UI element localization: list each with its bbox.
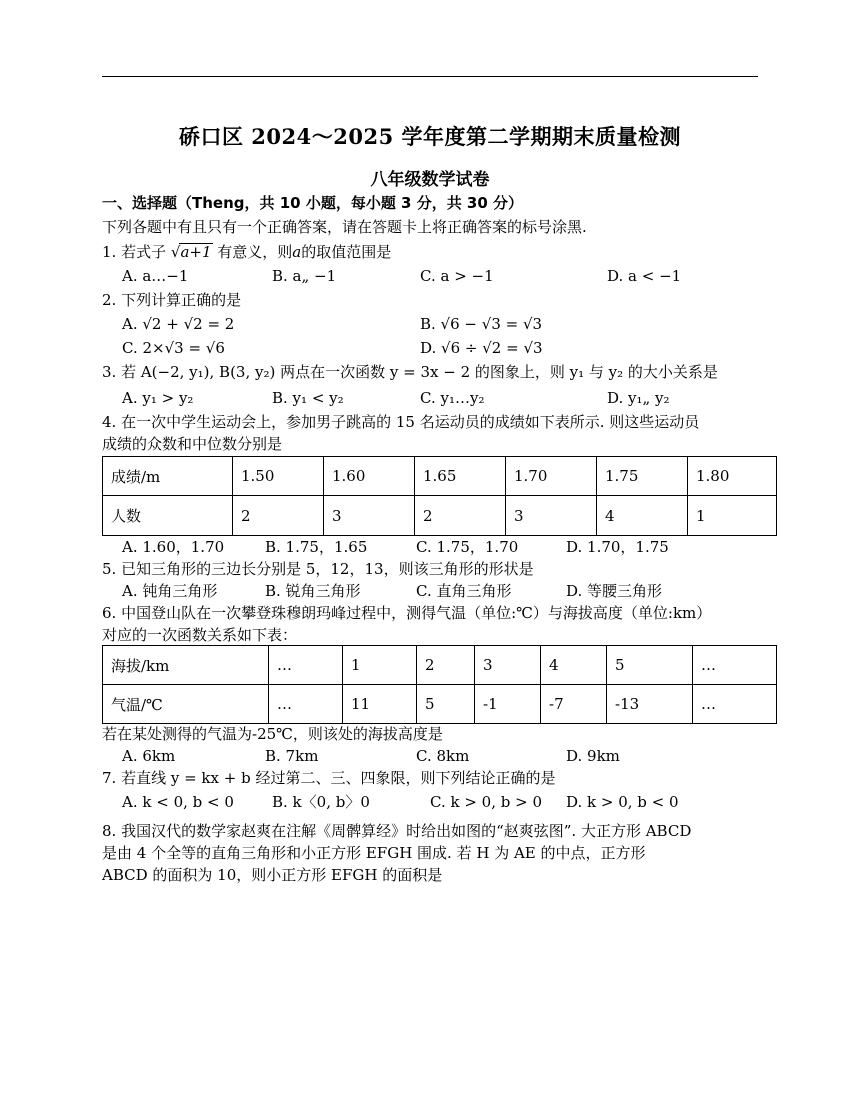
section-heading: 一、选择题（Theng，共 10 小题，每小题 3 分，共 30 分） (102, 194, 524, 212)
sqrt-icon: √ (170, 243, 181, 261)
question-4-stem-line1: 4. 在一次中学生运动会上，参加男子跳高的 15 名运动员的成绩如下表所示. 则这些运动员 (102, 413, 700, 431)
table-cell: 4 (541, 646, 607, 685)
q2-option-b[interactable]: B. √6 − √3 = √3 (420, 315, 543, 333)
table-row (103, 646, 777, 685)
table-cell: 2 (233, 496, 324, 536)
q1-var: a (292, 243, 302, 261)
table-cell: 1.50 (233, 457, 324, 496)
question-6-after: 若在某处测得的气温为-25℃，则该处的海拔高度是 (102, 725, 443, 743)
q4-option-a[interactable]: A. 1.60，1.70 (122, 538, 225, 556)
q1-option-c[interactable]: C. a > −1 (420, 267, 494, 285)
question-7-stem: 7. 若直线 y = kx + b 经过第二、三、四象限，则下列结论正确的是 (102, 769, 556, 787)
q5-option-d[interactable]: D. 等腰三角形 (566, 582, 663, 600)
table-cell: 1.70 (506, 457, 597, 496)
table-cell: 1 (688, 496, 777, 536)
q1-radicand: a+1 (180, 243, 212, 261)
table-cell: 气温/℃ (103, 685, 269, 724)
q6-option-b[interactable]: B. 7km (265, 747, 319, 765)
table-cell: 5 (607, 646, 693, 685)
table-cell: -7 (541, 685, 607, 724)
table-cell: … (269, 646, 343, 685)
q2-option-a[interactable]: A. √2 + √2 = 2 (122, 315, 235, 333)
q5-option-a[interactable]: A. 钝角三角形 (122, 582, 218, 600)
table-cell: … (269, 685, 343, 724)
table-cell: 3 (475, 646, 541, 685)
q4-option-c[interactable]: C. 1.75，1.70 (416, 538, 519, 556)
q4-option-b[interactable]: B. 1.75，1.65 (265, 538, 368, 556)
table-cell: 人数 (103, 496, 233, 536)
question-8-line2: 是由 4 个全等的直角三角形和小正方形 EFGH 围成. 若 H 为 AE 的中点，正方形 (102, 844, 646, 862)
q7-option-d[interactable]: D. k > 0, b < 0 (566, 793, 679, 811)
table-cell: -1 (475, 685, 541, 724)
page-subtitle: 八年级数学试卷 (370, 170, 490, 190)
question-6-stem-line1: 6. 中国登山队在一次攀登珠穆朗玛峰过程中，测得气温（单位:℃）与海拔高度（单位:km） (102, 604, 712, 622)
question-6-stem-line2: 对应的一次函数关系如下表： (102, 626, 298, 644)
table-cell: 4 (597, 496, 688, 536)
q1-option-a[interactable]: A. a…−1 (122, 267, 189, 285)
table-row (103, 496, 777, 536)
q6-option-d[interactable]: D. 9km (566, 747, 620, 765)
table-cell: 3 (506, 496, 597, 536)
table-cell: 11 (343, 685, 417, 724)
q4-option-d[interactable]: D. 1.70，1.75 (566, 538, 669, 556)
q5-option-b[interactable]: B. 锐角三角形 (265, 582, 361, 600)
q6-option-a[interactable]: A. 6km (122, 747, 176, 765)
q2-option-c[interactable]: C. 2×√3 = √6 (122, 339, 225, 357)
table-cell: 成绩/m (103, 457, 233, 496)
question-8-line3: ABCD 的面积为 10，则小正方形 EFGH 的面积是 (102, 866, 443, 884)
q1-post: 的取值范围是 (301, 243, 392, 261)
section-instruction: 下列各题中有且只有一个正确答案，请在答题卡上将正确答案的标号涂黑. (102, 218, 587, 236)
q2-option-d[interactable]: D. √6 ÷ √2 = √3 (420, 339, 543, 357)
q7-option-c[interactable]: C. k > 0, b > 0 (430, 793, 543, 811)
q7-option-a[interactable]: A. k < 0, b < 0 (122, 793, 234, 811)
table-cell: … (693, 646, 777, 685)
q3-option-b[interactable]: B. y₁ < y₂ (272, 389, 344, 407)
table-cell: 1.65 (415, 457, 506, 496)
table-cell: 1.80 (688, 457, 777, 496)
q1-option-d[interactable]: D. a < −1 (607, 267, 682, 285)
q3-option-c[interactable]: C. y₁…y₂ (420, 389, 485, 407)
q3-option-d[interactable]: D. y₁„ y₂ (607, 389, 670, 407)
question-3-stem: 3. 若 A(−2, y₁), B(3, y₂) 两点在一次函数 y = 3x − 2 的图象上，则 y₁ 与 y₂ 的大小关系是 (102, 363, 718, 381)
table-cell: 2 (415, 496, 506, 536)
table-cell: 3 (324, 496, 415, 536)
q5-option-c[interactable]: C. 直角三角形 (416, 582, 512, 600)
q7-option-b[interactable]: B. k〈0, b〉0 (272, 793, 370, 811)
table-row (103, 685, 777, 724)
question-8-line1: 8. 我国汉代的数学家赵爽在注解《周髀算经》时给出如图的“赵爽弦图”. 大正方形 ABCD (102, 822, 692, 840)
q6-option-c[interactable]: C. 8km (416, 747, 470, 765)
table-cell: … (693, 685, 777, 724)
table-cell: 1.75 (597, 457, 688, 496)
table-cell: -13 (607, 685, 693, 724)
question-4-stem-line2: 成绩的众数和中位数分别是 (102, 435, 283, 453)
question-1-stem (102, 242, 391, 262)
q1-pre: 1. 若式子 (102, 243, 167, 261)
q4-table (102, 456, 777, 536)
question-2-stem: 2. 下列计算正确的是 (102, 291, 242, 309)
table-cell: 海拔/km (103, 646, 269, 685)
table-cell: 5 (417, 685, 475, 724)
table-cell: 2 (417, 646, 475, 685)
q1-option-b[interactable]: B. a„ −1 (272, 267, 337, 285)
q3-option-a[interactable]: A. y₁ > y₂ (122, 389, 194, 407)
q6-table (102, 645, 777, 724)
header-rule (102, 76, 758, 77)
table-cell: 1 (343, 646, 417, 685)
table-cell: 1.60 (324, 457, 415, 496)
q1-mid: 有意义，则 (217, 243, 293, 261)
page-title: 硚口区 2024～2025 学年度第二学期期末质量检测 (178, 124, 681, 149)
question-5-stem: 5. 已知三角形的三边长分别是 5，12，13，则该三角形的形状是 (102, 560, 534, 578)
table-row (103, 457, 777, 496)
